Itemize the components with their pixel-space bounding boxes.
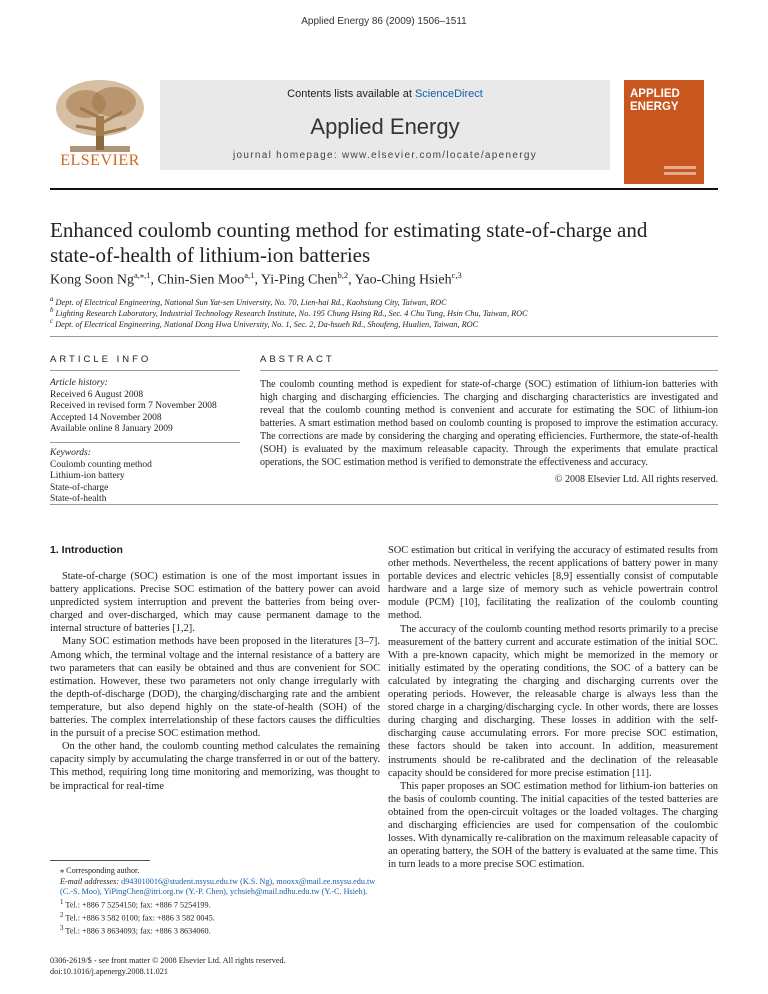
author-name[interactable]: Chin-Sien Moo — [157, 272, 245, 288]
sciencedirect-link[interactable]: ScienceDirect — [414, 88, 483, 100]
tel-note: $^2$ Tel.: +886 3 582 0100; fax: +886 3 582 0045. — [60, 911, 215, 923]
section-divider — [50, 504, 718, 505]
cover-title-line2: ENERGY — [630, 101, 679, 113]
keywords-label: Keywords: — [50, 448, 91, 458]
history-item: Received 6 August 2008 — [50, 389, 144, 400]
journal-citation: Applied Energy 86 (2009) 1506–1511 — [301, 16, 467, 27]
email-addresses: E-mail addresses: d943010016@student.nsysu.edu.tw (K.S. Ng), mooxx@mail.ee.nsysu.edu.tw (C.-S. Moo), YiPingChen@itri.org.tw (Y.-P. Chen), ychsieh@mail.ndhu.edu.tw (Y.-C. Hsieh). — [60, 876, 376, 896]
affiliation: $^b$ Lighting Research Laboratory, Industrial Technology Research Institute, No. 195 Chung Hsing Rd., Sec. 4 Chu Tung, Hsin Chu, Taiwan, ROC — [50, 307, 528, 318]
history-item: Received in revised form 7 November 2008 — [50, 401, 217, 411]
corresponding-author-note: ⁎ Corresponding author. — [60, 866, 140, 875]
cover-decoration — [664, 172, 696, 175]
copyright: © 2008 Elsevier Ltd. All rights reserved. — [554, 474, 718, 485]
history-item: Accepted 14 November 2008 — [50, 412, 162, 423]
keyword: State-of-charge — [50, 482, 109, 493]
issn-line: 0306-2619/$ - see front matter © 2008 Elsevier Ltd. All rights reserved. — [50, 956, 286, 965]
contents-prefix: Contents lists available at — [287, 88, 415, 100]
cover-title-line1: APPLIED — [630, 88, 680, 100]
body-column-right — [388, 544, 718, 871]
tel-note: $^3$ Tel.: +886 3 8634093; fax: +886 3 8634060. — [60, 924, 211, 936]
body-paragraph: The accuracy of the coulomb counting method resorts primarily to a precise measurement of the battery current and accurate estimation of the initial SOC. With a pre-known capacity, which might be memorized in the memory or initially estimated by the operating conditions, the SOC of a battery can be calculated by integrating the charging and discharging currents over the operating periods. However, the releasable charge is always less than the stored charge in a charging/discharging cycle. In other words, there are losses during charging and discharging. These losses in addition with the self-discharging cause accumulating errors. For more precise SOC estimation, these factors should be taken into account. In addition, measurement instruments should be re-calibrated and the declination of the releasable capacity should be considered for more precise estimation [11]. — [388, 623, 718, 779]
history-label: Article history: — [50, 378, 108, 388]
abstract-heading: ABSTRACT — [260, 354, 335, 365]
body-paragraph: This paper proposes an SOC estimation method for lithium-ion batteries on the basis of coulomb counting. The initial capacities of the tested batteries are obtained from the open-circuit voltages or the loaded voltages. The charging and discharging efficiencies are used for compensation of the coulombic losses. With dynamically re-calibration on the maximum releasable capacity of an operating battery, the SOH of the battery is evaluated at the same time. This in turn leads to a more precise SOC estimation. — [388, 780, 718, 871]
abstract-rule — [260, 370, 718, 371]
journal-cover-thumbnail[interactable] — [624, 80, 704, 184]
author-marks: b,2 — [337, 270, 349, 280]
section-divider — [50, 336, 718, 337]
article-history — [50, 378, 217, 436]
body-paragraph: State-of-charge (SOC) estimation is one of the most important issues in battery applications. Precise SOC estimation of the battery power can avoid unpredicted system interruption and prevent the batteries from being over-charged and over-discharged, which may cause permanent damage to the internal structure of batteries [1,2]. — [50, 571, 380, 635]
author-marks: a,⁎,1 — [134, 270, 151, 280]
elsevier-logo — [50, 78, 150, 170]
author-marks: c,3 — [451, 270, 462, 280]
keyword: State-of-health — [50, 494, 107, 504]
journal-title: Applied Energy — [310, 114, 460, 139]
body-paragraph: Many SOC estimation methods have been proposed in the literatures [3–7]. Among which, the terminal voltage and the internal resistance of a battery are two parameters that can easily be obtained and thus are convenient for SOC estimation. However, these two parameters not only change irregularly with the depth-of-discharge (DOD), the charging/discharging rate and the ambient temperature, but also depend highly on the state-of-health (SOH) of the batteries. The complex interrelationship of these factors causes the difficulties in the pursuit of a precise SOC estimation method. — [50, 636, 380, 740]
cover-decoration — [664, 166, 696, 169]
email-links[interactable]: d943010016@student.nsysu.edu.tw (K.S. Ng), mooxx@mail.ee.nsysu.edu.tw (C.-S. Moo), YiPingChen@itri.org.tw (Y.-P. Chen), ychsieh@mail.ndhu.edu.tw (Y.-C. Hsieh). — [60, 876, 376, 896]
elsevier-wordmark: ELSEVIER — [60, 152, 140, 169]
author-marks: a,1 — [244, 270, 255, 280]
contents-line — [160, 88, 610, 100]
section-heading: 1. Introduction — [50, 544, 123, 556]
author-list: Kong Soon $Ng^{a,⁎,1}$, Chin-Sien Moo$^{a,1}$, Yi-Ping Chen$^{b,2}$, Yao-Ching Hsieh$^{c,3}$ — [50, 270, 462, 288]
author-name[interactable]: Yao-Ching Hsieh — [354, 272, 452, 288]
body-paragraph: On the other hand, the coulomb counting method calculates the remaining capacity simply by accumulating the charge transferred in or out of the battery. This method, requiring long time monitoring and memorizing, was thought to be impractical for real-time — [50, 741, 380, 792]
affiliation: $^c$ Dept. of Electrical Engineering, National Dong Hwa University, No. 1, Sec. 2, Da-hsueh Rd., Shoufeng, Hualien, Taiwan, ROC — [50, 318, 479, 329]
abstract-text: The coulomb counting method is expedient for state-of-charge (SOC) estimation of lithium-ion batteries with high charging and discharging efficiencies. The charging and discharging characteristics are investigated and reveal that the coulomb counting method is convenient and accurate for estimating the SOC of lithium-ion batteries. A smart estimation method based on coulomb counting is proposed to improve the estimation accuracy. The corrections are made by considering the charging and operating efficiencies. Furthermore, the state-of-health (SOH) is evaluated by the maximum releasable capacity. Through the experiments that emulate practical operations, the SOC estimation method is verified to demonstrate the effectiveness and accuracy. — [260, 379, 718, 468]
author-name[interactable]: Yi-Ping Chen — [260, 272, 338, 288]
body-paragraph: SOC estimation but critical in verifying the accuracy of estimated results from other methods. Nevertheless, the recent applications of battery power in many portable devices and electric vehicles [8,9] essentially consist of computable hardware and a large size of memory such as vehicle powertrain control module (PCM) [10], facilitating the realization of the coulomb counting method. — [388, 545, 718, 622]
affiliation: $^a$ Dept. of Electrical Engineering, National Sun Yat-sen University, No. 70, Lien-hai Rd., Kaohsiung City, Taiwan, ROC — [50, 296, 447, 307]
footnotes — [50, 866, 380, 937]
article-info-rule — [50, 442, 240, 443]
article-info-heading: ARTICLE INFO — [50, 354, 152, 365]
paper-title: Enhanced coulomb counting method for estimating state-of-charge and state-of-health of lithium-ion batteries — [50, 218, 648, 267]
author-name[interactable]: Kong Soon Ng — [50, 272, 135, 288]
issn-doi — [50, 956, 286, 977]
footnote-divider — [50, 860, 150, 861]
doi-line[interactable]: doi:10.1016/j.apenergy.2008.11.021 — [50, 966, 168, 976]
keyword: Coulomb counting method — [50, 459, 152, 470]
journal-homepage[interactable]: journal homepage: www.elsevier.com/locate/apenergy — [232, 150, 538, 161]
body-column-left — [50, 570, 380, 793]
header-divider — [50, 188, 718, 190]
article-info-rule — [50, 370, 240, 371]
keyword: Lithium-ion battery — [50, 471, 125, 481]
history-item: Available online 8 January 2009 — [50, 424, 173, 434]
tel-note: $^1$ Tel.: +886 7 5254150; fax: +886 7 5254199. — [60, 898, 211, 910]
keywords — [50, 448, 152, 506]
